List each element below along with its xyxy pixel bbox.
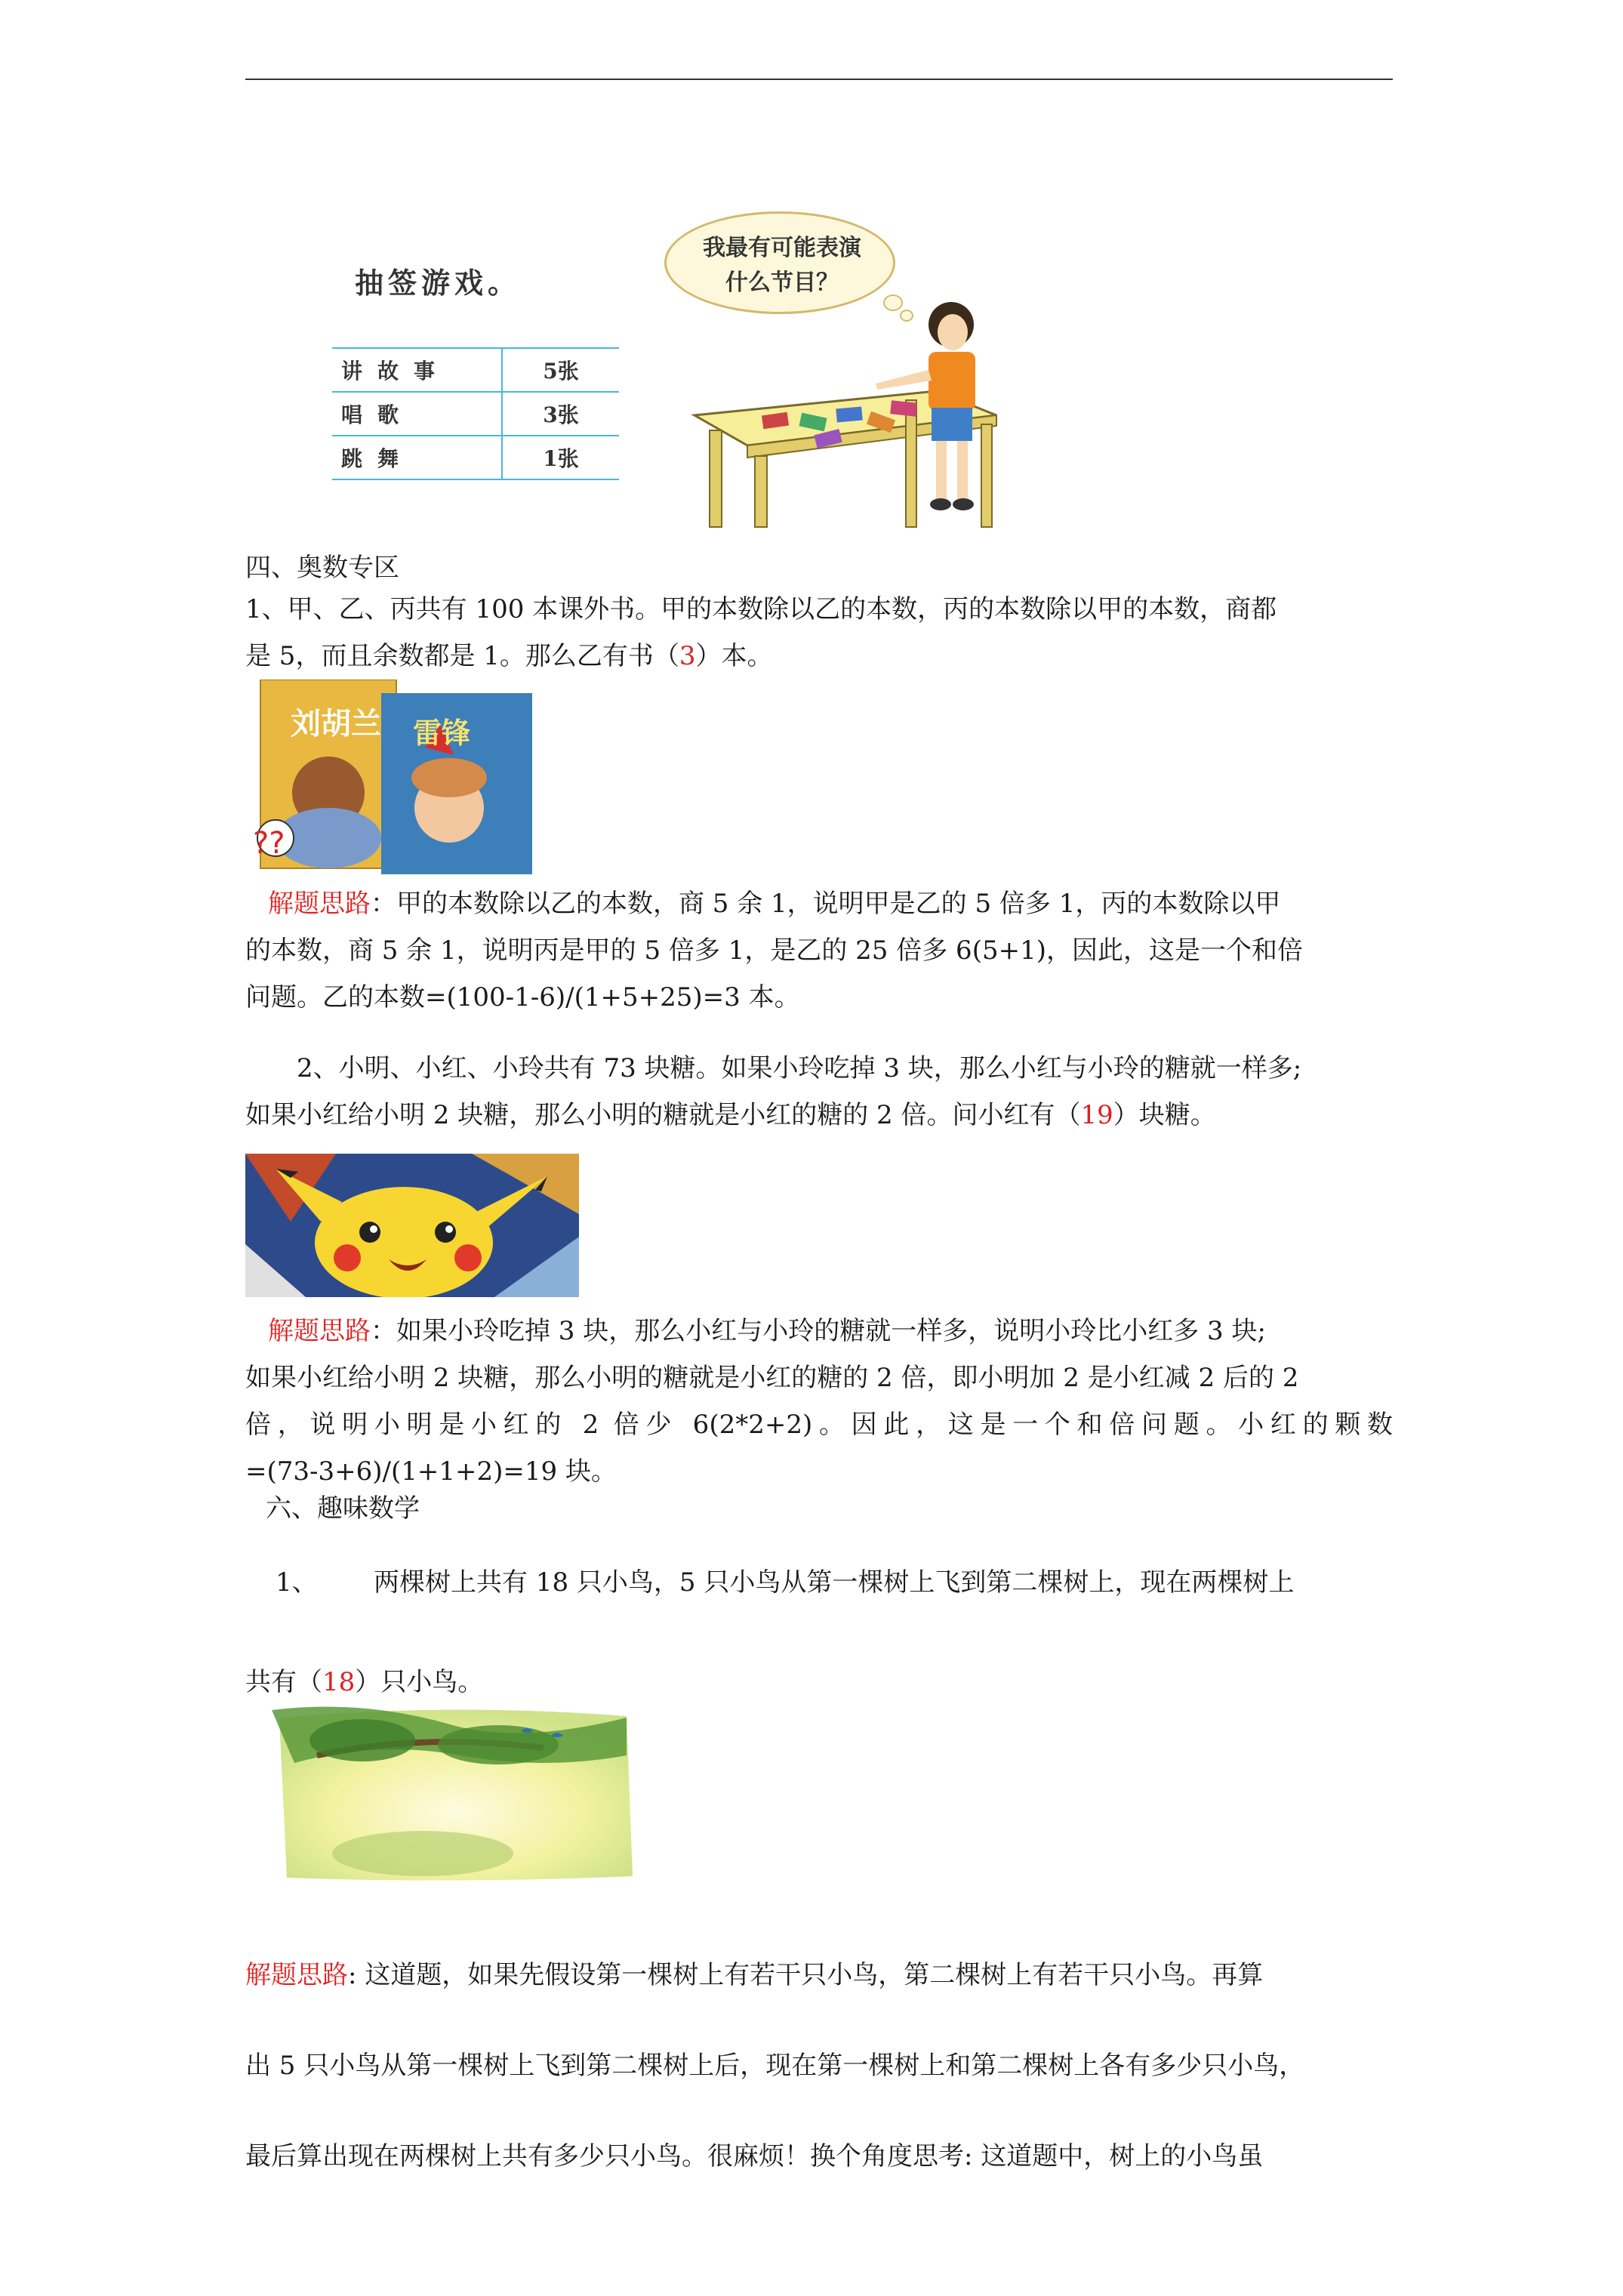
question-line — [245, 1092, 1393, 1139]
tree-birds-picture — [272, 1703, 634, 1884]
row-name: 讲故事 — [332, 348, 502, 392]
question-text: 是 5，而且余数都是 1。那么乙有书（ — [245, 641, 679, 671]
hint-line: =(73-3+6)/(1+1+2)=19 块。 — [245, 1456, 617, 1487]
hint-line — [245, 1948, 1393, 2002]
hint-label: 解题思路 — [268, 889, 371, 919]
question-text: 共有（ — [245, 1667, 322, 1697]
question-text: 两棵树上共有 18 只小鸟，5 只小鸟从第一棵树上飞到第二棵树上，现在两棵树上 — [374, 1567, 1295, 1598]
hint-text: ：甲的本数除以乙的本数，商 5 余 1，说明甲是乙的 5 倍多 1，丙的本数除以甲 — [371, 889, 1281, 919]
bubble-line: 我最有可能表演 — [703, 235, 861, 261]
lottery-table — [332, 347, 619, 480]
svg-text:??: ?? — [253, 826, 285, 861]
bubble-line: 什么节目？ — [725, 270, 839, 296]
row-count: 5张 — [502, 348, 619, 392]
hint-line: 的本数，商 5 余 1，说明丙是甲的 5 倍多 1，是乙的 25 倍多 6(5+1)，因此，这是一个和倍 — [245, 935, 1303, 966]
hint-line: 问题。乙的本数=(100-1-6)/(1+5+25)=3 本。 — [245, 982, 800, 1012]
hint-text: ：如果小玲吃掉 3 块，那么小红与小玲的糖就一样多，说明小玲比小红多 3 块; — [371, 1316, 1266, 1346]
bubble-text — [691, 231, 873, 300]
question-text: 如果小红给小明 2 块糖，那么小明的糖就是小红的糖的 2 倍。问小红有（ — [245, 1100, 1081, 1130]
hint-label: 解题思路 — [245, 1960, 348, 1990]
question-text: ）只小鸟。 — [355, 1667, 484, 1697]
table-row — [332, 348, 619, 392]
question-2 — [245, 1045, 1393, 1139]
question-3 — [245, 1555, 1393, 1709]
question-1 — [245, 586, 1393, 680]
book-title-2: 雷锋 — [413, 717, 471, 750]
section-title-6: 六、趣味数学 — [266, 1493, 420, 1524]
question-number: 1、 — [276, 1567, 318, 1598]
hint-line: 如果小红给小明 2 块糖，那么小明的糖就是小红的糖的 2 倍，即小明加 2 是小红减 2 后的 2 — [245, 1363, 1299, 1393]
table-row — [332, 436, 619, 479]
question-line — [245, 633, 1393, 680]
answer: 18 — [322, 1667, 356, 1697]
question-line — [245, 1555, 1393, 1610]
hint-1 — [245, 880, 1393, 1021]
question-text: ）本。 — [695, 641, 773, 671]
row-count: 1张 — [502, 436, 619, 479]
row-name: 唱歌 — [332, 392, 502, 436]
question-text: ）块糖。 — [1113, 1100, 1216, 1130]
answer: 19 — [1080, 1100, 1113, 1130]
hint-line — [245, 1308, 1393, 1354]
row-count: 3张 — [502, 392, 619, 436]
answer: 3 — [679, 641, 696, 671]
pikachu-picture — [245, 1154, 579, 1297]
books-picture — [245, 680, 536, 876]
hint-line: 倍，说明小明是小红的 2 倍少 6(2*2+2)。因此，这是一个和倍问题。小红的颗数 — [245, 1410, 1393, 1440]
hint-line — [245, 880, 1393, 927]
section-title-4: 四、奥数专区 — [245, 553, 399, 583]
question-line: 2、小明、小红、小玲共有 73 块糖。如果小玲吃掉 3 块，那么小红与小玲的糖就一样多; — [297, 1053, 1302, 1083]
lottery-title: 抽签游戏。 — [355, 266, 522, 300]
hint-line: 出 5 只小鸟从第一棵树上飞到第二棵树上后，现在第一棵树上和第二棵树上各有多少只小鸟， — [245, 2051, 1305, 2081]
row-name: 跳舞 — [332, 436, 502, 479]
hint-2 — [245, 1308, 1393, 1495]
hint-text: : 这道题，如果先假设第一棵树上有若干只小鸟，第二棵树上有若干只小鸟。再算 — [348, 1960, 1264, 1990]
hint-label: 解题思路 — [268, 1316, 371, 1346]
question-line: 1、甲、乙、丙共有 100 本课外书。甲的本数除以乙的本数，丙的本数除以甲的本数，商都 — [245, 594, 1277, 624]
hint-3 — [245, 1948, 1393, 2184]
question-line — [245, 1655, 1393, 1709]
girl-table-picture — [679, 302, 1027, 529]
book-title-1: 刘胡兰 — [291, 707, 381, 741]
table-row — [332, 392, 619, 436]
header-rule — [245, 79, 1393, 80]
hint-line: 最后算出现在两棵树上共有多少只小鸟。很麻烦！换个角度思考: 这道题中，树上的小鸟虽 — [245, 2141, 1264, 2171]
